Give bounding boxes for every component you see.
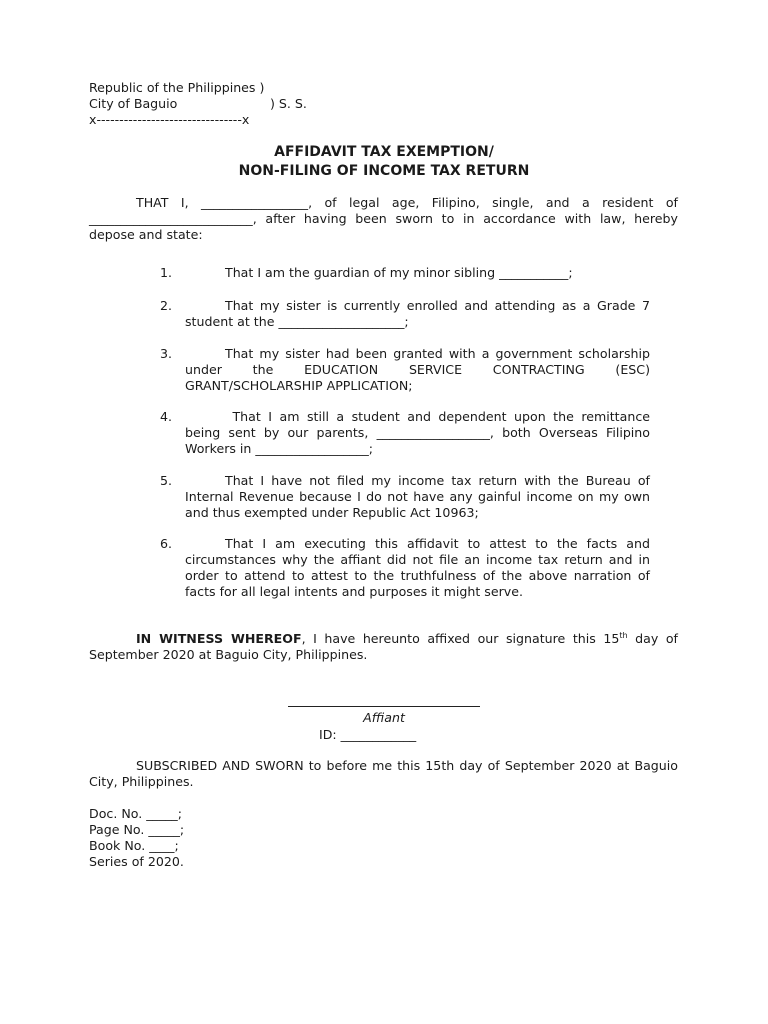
item-number: 4. bbox=[160, 409, 173, 424]
item-number: 2. bbox=[160, 298, 173, 313]
jurat-text: SUBSCRIBED AND SWORN to before me this 15th day of September 2020 at Baguio City, Philippines. bbox=[89, 758, 678, 789]
item-number: 1. bbox=[160, 265, 173, 280]
item-text-content: That I am still a student and dependent upon the remittance being sent by our parents, __________________, both Overseas Filipino Workers in __________________; bbox=[185, 409, 650, 456]
page-number: Page No. _____; bbox=[89, 822, 185, 837]
item-text-content: That my sister had been granted with a government scholarship under the EDUCATION SERVICE CONTRACTING (ESC) GRANT/SCHOLARSHIP APPLICATION; bbox=[185, 346, 650, 393]
item-number: 6. bbox=[160, 536, 173, 551]
venue-ss: ) S. S. bbox=[270, 96, 307, 111]
venue-separator: x--------------------------------x bbox=[89, 112, 250, 127]
venue-block bbox=[89, 80, 307, 128]
venue-city bbox=[89, 96, 307, 112]
item-text-content: That my sister is currently enrolled and attending as a Grade 7 student at the ____________________; bbox=[185, 298, 650, 329]
document-title-line1: AFFIDAVIT TAX EXEMPTION/ bbox=[274, 144, 494, 160]
signature-line bbox=[288, 706, 480, 707]
witness-text-b: day of September 2020 at Baguio City, Philippines. bbox=[89, 631, 678, 662]
item-text bbox=[185, 409, 650, 457]
item-text bbox=[185, 536, 650, 600]
item-text bbox=[185, 265, 650, 281]
book-number: Book No. ____; bbox=[89, 838, 179, 853]
item-text-content: That I have not filed my income tax return with the Bureau of Internal Revenue because I do not have any gainful income on my own and thus exempted under Republic Act 10963; bbox=[185, 473, 650, 520]
affiant-id: ID: ____________ bbox=[319, 727, 417, 742]
item-text bbox=[185, 298, 650, 330]
document-title-line2: NON-FILING OF INCOME TAX RETURN bbox=[238, 163, 530, 179]
intro-text: THAT I, _________________, of legal age, Filipino, single, and a resident of __________________________, after having been sworn to in accordance with law, hereby depose and state: bbox=[89, 195, 678, 242]
item-text bbox=[185, 346, 650, 394]
witness-paragraph bbox=[89, 631, 678, 663]
affiant-label: Affiant bbox=[363, 710, 405, 725]
jurat-paragraph bbox=[89, 758, 678, 790]
witness-ordinal: th bbox=[619, 630, 628, 640]
item-number: 5. bbox=[160, 473, 173, 488]
witness-text-a: , I have hereunto affixed our signature this 15 bbox=[301, 631, 620, 646]
doc-number: Doc. No. _____; bbox=[89, 806, 182, 821]
item-text bbox=[185, 473, 650, 521]
series-year: Series of 2020. bbox=[89, 854, 184, 869]
item-text-content: That I am executing this affidavit to attest to the facts and circumstances why the affiant did not file an income tax return and in order to attend to attest to the truthfulness of the above narration of facts for all legal intents and purposes it might serve. bbox=[185, 536, 650, 599]
item-text-content: That I am the guardian of my minor sibling ___________; bbox=[225, 265, 573, 280]
notarial-register bbox=[89, 806, 184, 870]
item-number: 3. bbox=[160, 346, 173, 361]
venue-republic: Republic of the Philippines ) bbox=[89, 80, 265, 95]
intro-paragraph bbox=[89, 195, 678, 243]
venue-city-name: City of Baguio bbox=[89, 96, 178, 111]
witness-heading: IN WITNESS WHEREOF bbox=[136, 631, 302, 646]
